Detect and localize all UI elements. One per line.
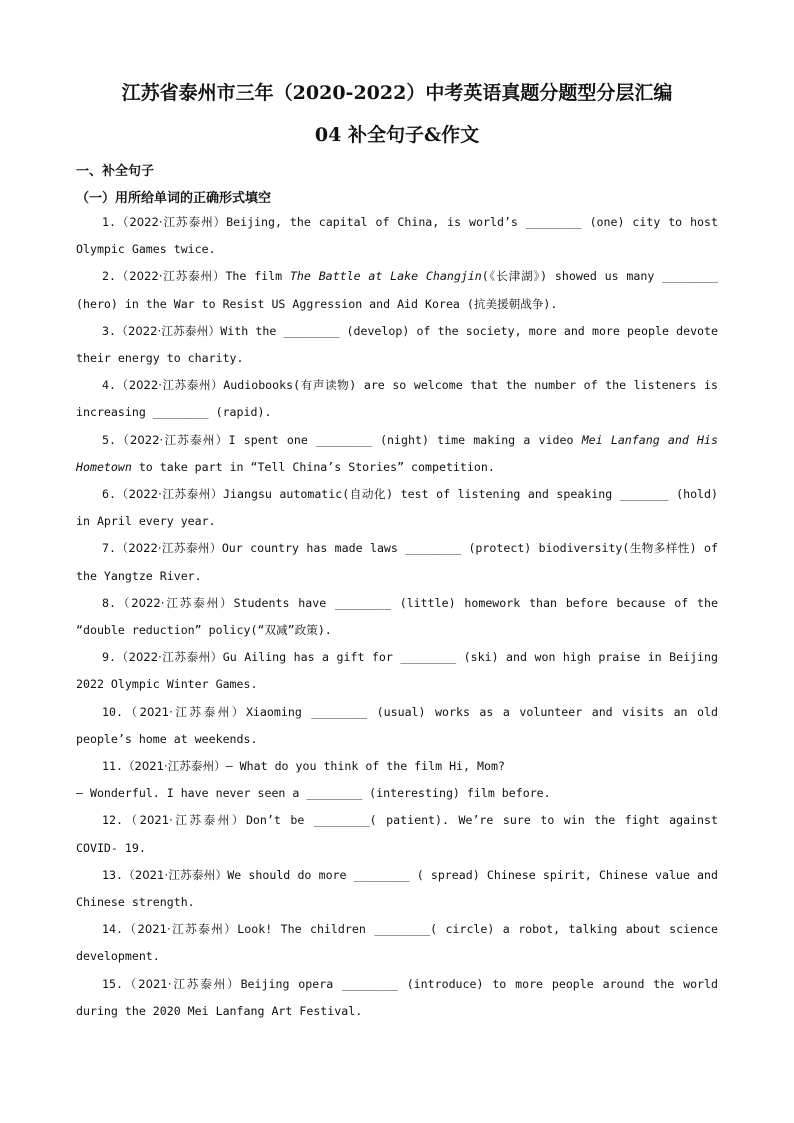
question-list: [76, 209, 718, 1025]
question-dialog-line: — Wonderful. I have never seen a ________ (interesting) film before.: [76, 786, 551, 801]
subsection-heading: （一）用所给单词的正确形式填空: [76, 191, 272, 206]
question-item: 12.（2021·江苏泰州）Don’t be ________( patient). We’re sure to win the fight against COVID- 19.: [76, 813, 718, 855]
document-subtitle: 04 补全句子&作文: [314, 124, 480, 146]
question-item: 3.（2022·江苏泰州）With the ________ (develop) of the society, more and more people devote their energy to charity.: [76, 323, 718, 366]
question-item: 8.（2022·江苏泰州）Students have ________ (little) homework than before because of the “double reduction” policy(“双减”政策).: [76, 595, 718, 638]
question-item: 13.（2021·江苏泰州）We should do more ________ ( spread) Chinese spirit, Chinese value and Chinese strength.: [76, 867, 718, 910]
question-item: 11.（2021·江苏泰州）— What do you think of the film Hi, Mom?: [102, 759, 505, 774]
video-title: Mei Lanfang and His Hometown: [76, 432, 718, 474]
question-item: 15.（2021·江苏泰州）Beijing opera ________ (introduce) to more people around the world during the 2020 Mei Lanfang Art Festival.: [76, 976, 718, 1018]
film-title: The Battle at Lake Changjin: [289, 269, 482, 284]
question-item: 7.（2022·江苏泰州）Our country has made laws ________ (protect) biodiversity(生物多样性) of the Yangtze River.: [76, 541, 718, 583]
question-item: 9.（2022·江苏泰州）Gu Ailing has a gift for ________ (ski) and won high praise in Beijing 2022 Olympic Winter Games.: [76, 650, 718, 692]
question-item: 10.（2021·江苏泰州）Xiaoming ________ (usual) works as a volunteer and visits an old people’s home at weekends.: [76, 704, 718, 746]
question-item: 6.（2022·江苏泰州）Jiangsu automatic(自动化) test of listening and speaking _______ (hold) in April every year.: [76, 487, 718, 529]
question-item: 1.（2022·江苏泰州）Beijing, the capital of China, is world’s ________ (one) city to host Olympic Games twice.: [76, 215, 718, 257]
question-item: 5.（2022·江苏泰州）I spent one ________ (night) time making a video Mei Lanfang and His Hometown to take part in “Tell China’s Stories” competition.: [76, 432, 718, 474]
question-item: 2.（2022·江苏泰州）The film The Battle at Lake Changjin(《长津湖》) showed us many ________ (hero) in the War to Resist US Aggression and Aid Korea (抗美援朝战争).: [76, 269, 718, 311]
section-heading: 一、补全句子: [76, 164, 155, 179]
question-item: 14.（2021·江苏泰州）Look! The children ________( circle) a robot, talking about science development.: [76, 922, 718, 964]
document-title: 江苏省泰州市三年（2020-2022）中考英语真题分题型分层汇编: [121, 82, 673, 104]
question-item: 4.（2022·江苏泰州）Audiobooks(有声读物) are so welcome that the number of the listeners is increasing ________ (rapid).: [76, 378, 718, 420]
